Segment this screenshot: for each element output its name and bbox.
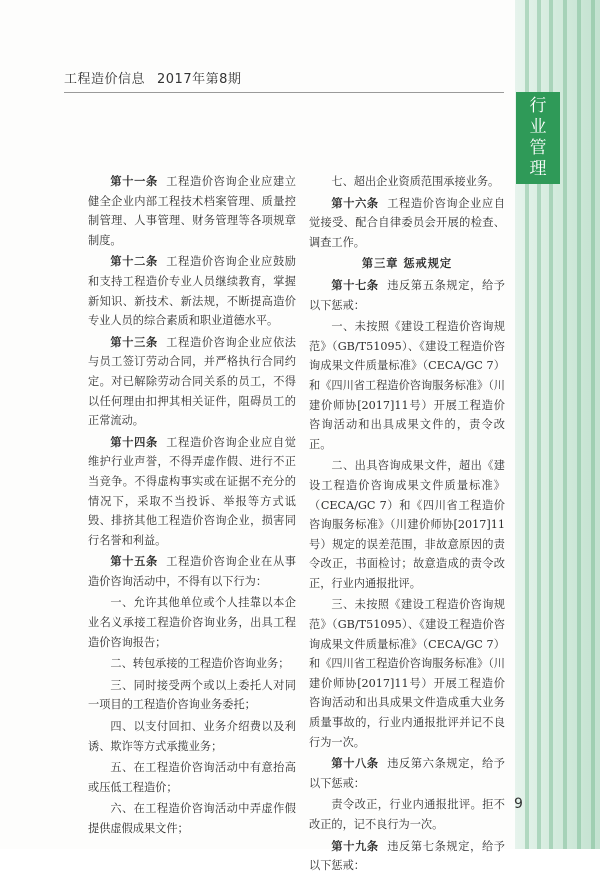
list-item bbox=[88, 676, 296, 715]
strip-line bbox=[591, 0, 595, 849]
list-item-text: 责令改正，行业内通报批评。拒不改正的，记不良行为一次。 bbox=[309, 798, 505, 831]
article-paragraph bbox=[88, 433, 296, 551]
list-item bbox=[88, 593, 296, 652]
article-number: 第十三条 bbox=[110, 334, 158, 349]
chapter-heading: 第三章 惩戒规定 bbox=[361, 256, 453, 271]
list-item-text: 四、以支付回扣、业务介绍费以及利诱、欺诈等方式承揽业务； bbox=[88, 720, 296, 753]
article-paragraph bbox=[309, 837, 505, 876]
list-item-text: 六、在工程造价咨询活动中弄虚作假提供虚假成果文件； bbox=[88, 802, 296, 835]
page-number: 9 bbox=[514, 796, 523, 812]
article-number: 第十六条 bbox=[331, 195, 379, 210]
article-number: 第十五条 bbox=[110, 554, 158, 569]
list-item bbox=[309, 595, 505, 752]
article-paragraph bbox=[309, 754, 505, 793]
strip-line bbox=[577, 0, 581, 849]
article-paragraph bbox=[88, 333, 296, 431]
left-column bbox=[88, 172, 296, 841]
list-item bbox=[88, 799, 296, 838]
section-tab-char: 行 bbox=[529, 96, 547, 116]
article-paragraph bbox=[88, 552, 296, 591]
article-number: 第十四条 bbox=[110, 434, 158, 449]
list-item-text: 二、出具咨询成果文件，超出《建设工程造价咨询成果文件质量标准》（CECA/GC 7）和《四川省工程造价咨询服务标准》（川建价师协[2017]11号）规定的误差范围，非故意原因的责令改正，书面检讨；故意造成的责令改正，行业内通报批评。 bbox=[309, 459, 505, 590]
list-item bbox=[309, 456, 505, 593]
right-column bbox=[309, 172, 505, 878]
article-text: 工程造价咨询企业在从事造价咨询活动中，不得有以下行为： bbox=[88, 555, 296, 588]
section-tab-char: 业 bbox=[529, 117, 547, 137]
article-paragraph bbox=[309, 194, 505, 253]
list-item-text: 一、允许其他单位或个人挂靠以本企业名义承接工程造价咨询业务，出具工程造价咨询报告； bbox=[88, 596, 296, 649]
list-item-text: 二、转包承接的工程造价咨询业务； bbox=[110, 657, 290, 671]
list-item-text: 五、在工程造价咨询活动中有意抬高或压低工程造价； bbox=[88, 761, 296, 794]
article-number: 第十二条 bbox=[110, 254, 158, 269]
list-item bbox=[88, 758, 296, 797]
section-tab-char: 管 bbox=[529, 138, 547, 158]
list-item-text: 一、未按照《建设工程造价咨询规范》（GB/T51095）、《建设工程造价咨询成果文件质量标准》（CECA/GC 7）和《四川省工程造价咨询服务标准》（川建价师协[2017]11号）开展工程造价咨询活动和出具成果文件的，责令改正。 bbox=[309, 320, 505, 451]
list-item-text: 七、超出企业资质范围承接业务。 bbox=[331, 175, 500, 188]
list-item-text: 三、未按照《建设工程造价咨询规范》（GB/T51095）、《建设工程造价咨询成果文件质量标准》（CECA/GC 7）和《四川省工程造价咨询服务标准》（川建价师协[2017]11号）开展工程造价咨询活动和出具成果文件造成重大业务质量事故的，行业内通报批评并记不良行为一次。 bbox=[309, 598, 505, 749]
article-text: 违反第六条规定，给予以下惩戒： bbox=[309, 757, 505, 790]
article-text: 违反第五条规定，给予以下惩戒： bbox=[309, 278, 505, 312]
list-item bbox=[309, 795, 505, 834]
article-text: 工程造价咨询企业应自觉维护行业声誉，不得弄虚作假、进行不正当竞争。不得虚构事实或在证据不充分的情况下，采取不当投诉、举报等方式诋毁、排挤其他工程造价咨询企业，损害同行名誉和利益。 bbox=[88, 435, 296, 547]
article-number: 第十九条 bbox=[331, 838, 379, 853]
article-text: 工程造价咨询企业应依法与员工签订劳动合同，并严格执行合同约定。对已解除劳动合同关系的员工，不得以任何理由扣押其相关证件，阻碍员工的正常流动。 bbox=[88, 335, 296, 428]
journal-name: 工程造价信息 bbox=[64, 72, 146, 87]
strip-line bbox=[563, 0, 567, 849]
article-paragraph bbox=[309, 276, 505, 315]
issue-label: 2017年第8期 bbox=[157, 72, 242, 87]
article-text: 工程造价咨询企业应鼓励和支持工程造价专业人员继续教育，掌握新知识、新技术、新法规，不断提高造价专业人员的综合素质和职业道德水平。 bbox=[88, 255, 296, 328]
list-item bbox=[88, 717, 296, 756]
header-rule bbox=[64, 92, 504, 93]
article-text: 工程造价咨询企业应自觉接受、配合自律委员会开展的检查、调查工作。 bbox=[309, 196, 505, 249]
list-item-text: 三、同时接受两个或以上委托人对同一项目的工程造价咨询业务委托； bbox=[88, 678, 296, 712]
section-tab-char: 理 bbox=[529, 159, 547, 179]
list-item bbox=[88, 654, 296, 674]
article-text: 工程造价咨询企业应建立健全企业内部工程技术档案管理、质量控制管理、人事管理、财务管理等各项规章制度。 bbox=[88, 175, 296, 247]
article-number: 第十一条 bbox=[110, 174, 158, 188]
article-number: 第十七条 bbox=[331, 277, 379, 292]
list-item bbox=[309, 317, 505, 454]
article-number: 第十八条 bbox=[331, 756, 379, 771]
article-paragraph bbox=[88, 172, 296, 250]
list-item bbox=[309, 172, 505, 192]
article-text: 违反第七条规定，给予以下惩戒： bbox=[309, 839, 505, 873]
running-header bbox=[64, 68, 241, 87]
section-tab bbox=[516, 92, 560, 184]
article-paragraph bbox=[88, 252, 296, 330]
